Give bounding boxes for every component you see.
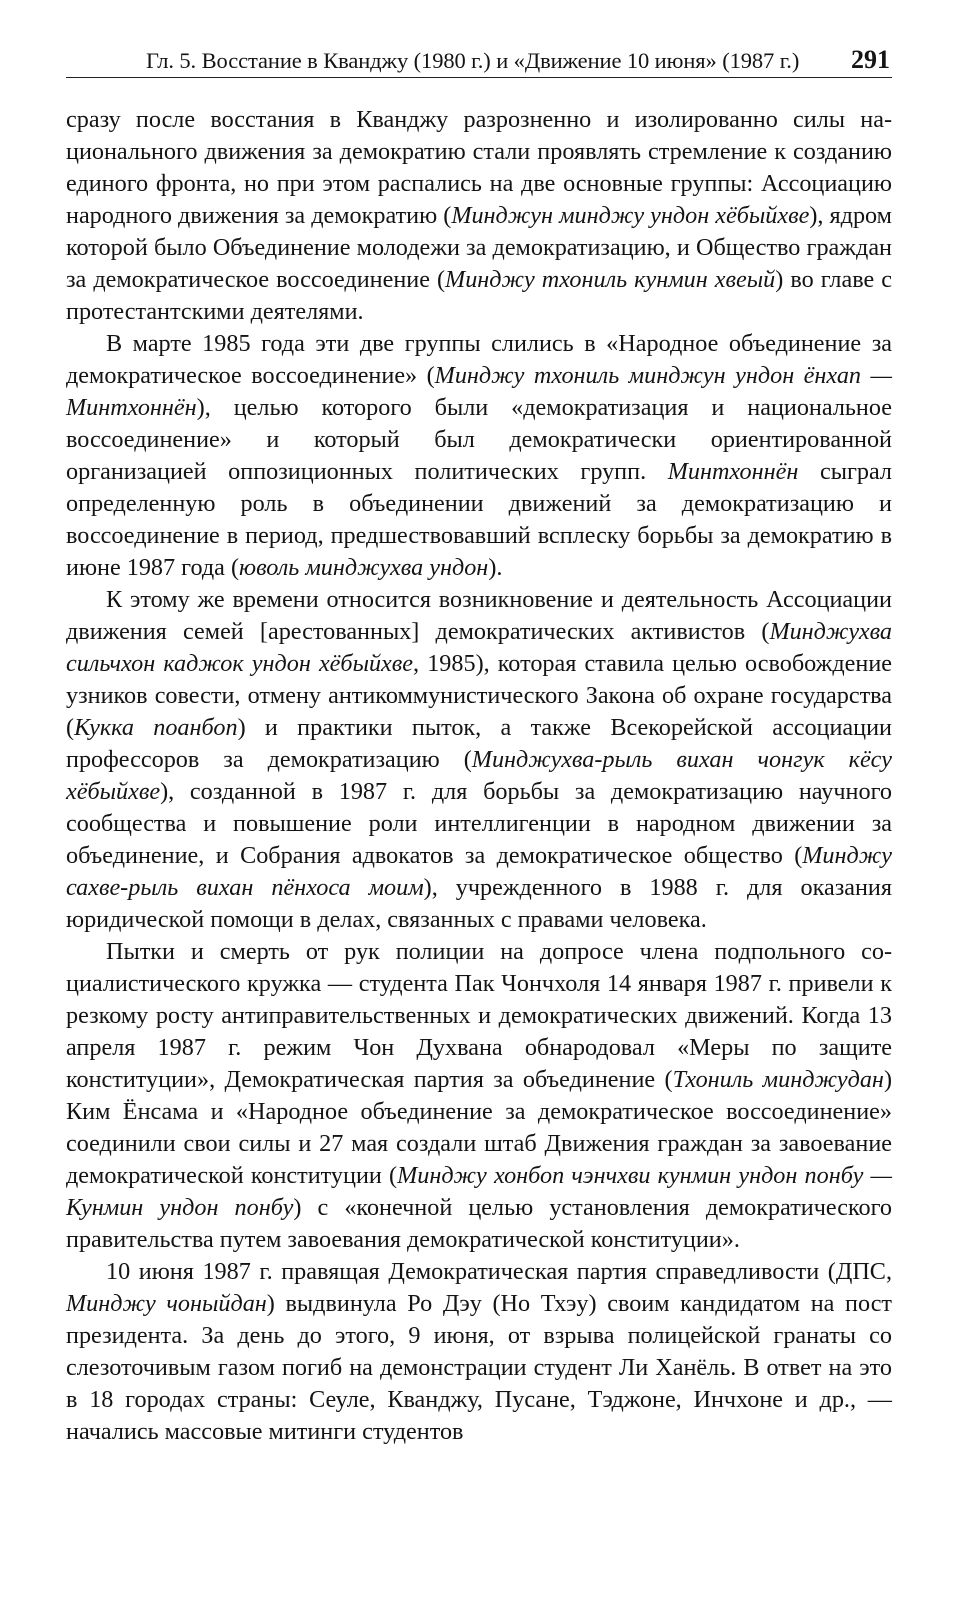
page-header — [66, 40, 892, 78]
header-rule — [66, 77, 892, 78]
text-run: ), ядром которой было Объединение молодежи за демократизацию, и Общество граждан за демократическое воссоединение ( — [66, 202, 892, 293]
italic-term: Кукка поанбоп — [74, 714, 238, 741]
italic-term: Минджу хонбоп чэнчхви кунмин ундон понбу — Кунмин ундон понбу — [66, 1162, 892, 1221]
text-run: сыграл определенную роль в объединении движений за демократизацию и воссоединение в период, предшествовавший всплеску борьбы за демократию в июне 1987 года ( — [66, 458, 892, 581]
italic-term: Минджухва-рыль вихан чонгук кёсу хёбыйхве — [66, 746, 892, 805]
text-run: ) и практики пыток, а также Всекорейской ассоциации профессоров за демократизацию ( — [66, 714, 892, 773]
text-run: К этому же времени относится возникновение и деятельность Ассоциации движения семей [арестованных] демократических активистов ( — [66, 586, 892, 645]
text-run: ), целью которого были «демократизация и национальное воссоединение» и который был демократически ориентированной организацией оппозиционных политических групп. — [66, 394, 892, 485]
paragraph-1 — [66, 104, 892, 328]
text-run: ) во главе с протестантскими деятелями. — [66, 266, 892, 325]
text-run: ), созданной в 1987 г. для борьбы за демократизацию научного сообщества и повышение роли интеллигенции в народном движении за объединение, и Собрания адвокатов за демократическое общество ( — [66, 778, 892, 869]
paragraph-2 — [66, 328, 892, 584]
text-run: сразу после восстания в Кванджу разрозненно и изолированно силы национального движения за демократию стали проявлять стремление к созданию единого фронта, но при этом распались на две основные группы: Ассоциацию народного движения за демократию ( — [66, 106, 892, 229]
italic-term: Минджу чоныйдан — [66, 1290, 267, 1317]
page-number: 291 — [851, 45, 890, 74]
paragraph-5 — [66, 1256, 892, 1448]
italic-term: юволь минджухва ундон — [239, 554, 489, 581]
body-text — [66, 104, 892, 1448]
italic-term: Тхониль минджудан — [672, 1066, 884, 1093]
paragraph-3 — [66, 584, 892, 936]
paragraph-4 — [66, 936, 892, 1256]
text-run: ) с «конечной целью установления демократического правительства путем завоевания демократической конституции». — [66, 1194, 892, 1253]
text-run: 10 июня 1987 г. правящая Демократическая партия справедливости (ДПС, — [106, 1258, 892, 1285]
text-run: ) выдвинула Ро Дэу (Но Тхэу) своим кандидатом на пост президента. За день до этого, 9 июня, от взрыва полицейской гранаты со слезоточивым газом погиб на демонстрации студент Ли Ханёль. В ответ на это в 18 городах страны: Сеуле, Кванджу, Пусане, Тэджоне, Инчхоне и др., — начались массовые митинги студентов — [66, 1290, 892, 1445]
text-run: ) Ким Ёнсама и «Народное объединение за демократическое воссоединение» соединили свои силы и 27 мая создали штаб Движения граждан за завоевание демократической конституции ( — [66, 1066, 892, 1189]
italic-term: Минтхоннён — [667, 458, 799, 485]
italic-term: Минджу тхониль минджун ундон ёнхап — Минтхоннён — [66, 362, 892, 421]
italic-term: Минджу тхониль кунмин хвеый — [445, 266, 776, 293]
running-head: Гл. 5. Восстание в Кванджу (1980 г.) и «Движение 10 июня» (1987 г.) — [146, 48, 800, 73]
text-run: ). — [488, 554, 503, 581]
text-run: , 1985), которая ставила целью освобождение узников совести, отмену антикоммунистического Закона об охране государства ( — [66, 650, 893, 741]
italic-term: Минджу сахве-рыль вихан пёнхоса моим — [66, 842, 892, 901]
italic-term: Минджухва сильчхон каджок ундон хёбыйхве — [66, 618, 892, 677]
text-run: ), учрежденного в 1988 г. для оказания юридической помощи в делах, связанных с правами человека. — [66, 874, 892, 933]
text-run: В марте 1985 года эти две группы слились в «Народное объединение за демократическое воссоединение» ( — [66, 330, 892, 389]
italic-term: Минджун минджу ундон хёбыйхве — [451, 202, 810, 229]
text-run: Пытки и смерть от рук полиции на допросе члена подпольного социалистического кружка — студента Пак Чончхоля 14 января 1987 г. привели к резкому росту антиправительственных и демократических движений. Когда 13 апреля 1987 г. режим Чон Духвана обнародовал «Меры по защите конституции», Демократическая партия за объединение ( — [66, 938, 892, 1093]
